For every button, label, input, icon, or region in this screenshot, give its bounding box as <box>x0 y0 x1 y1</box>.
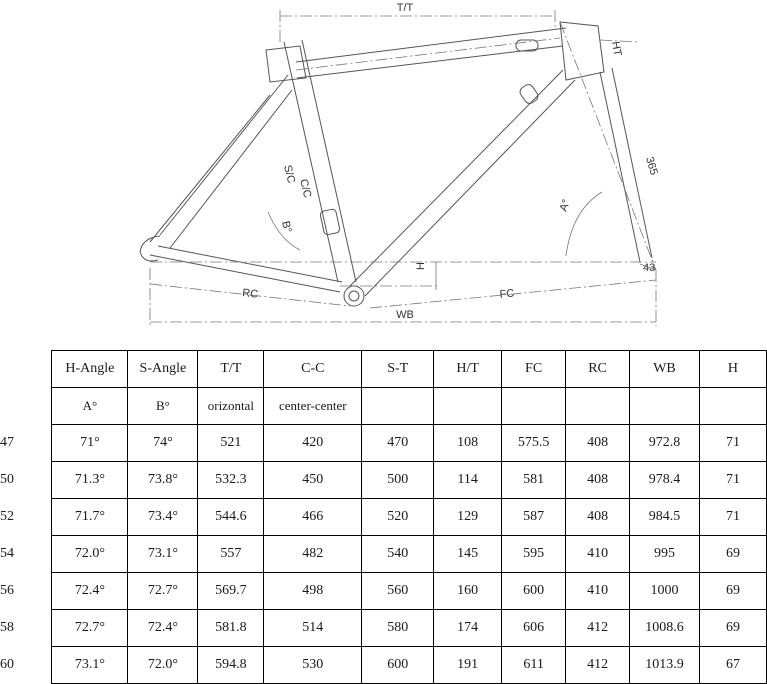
table-cell: 606 <box>502 610 566 647</box>
table-row <box>0 536 767 573</box>
table-cell: 594.8 <box>198 647 264 684</box>
label-head-length: 365 <box>643 155 660 177</box>
table-cell: 412 <box>566 610 630 647</box>
geometry-table <box>0 350 767 684</box>
table-cell: 72.7° <box>128 573 198 610</box>
table-cell: 69 <box>699 573 766 610</box>
column-subheader <box>502 388 566 425</box>
table-cell: 600 <box>502 573 566 610</box>
column-subheader <box>630 388 700 425</box>
label-bb-height: H <box>415 262 427 270</box>
column-subheader <box>566 388 630 425</box>
column-subheader: orizontal <box>198 388 264 425</box>
column-subheader <box>434 388 502 425</box>
column-subheader: B° <box>128 388 198 425</box>
table-cell: 1013.9 <box>630 647 700 684</box>
column-header: FC <box>502 351 566 388</box>
table-cell: 420 <box>264 425 362 462</box>
table-cell: 71.3° <box>52 462 128 499</box>
table-cell: 569.7 <box>198 573 264 610</box>
table-cell: 191 <box>434 647 502 684</box>
size-label: 54 <box>0 546 14 561</box>
size-label: 60 <box>0 657 14 672</box>
table-cell: 73.1° <box>128 536 198 573</box>
table-cell: 514 <box>264 610 362 647</box>
table-cell: 67 <box>699 647 766 684</box>
table-row <box>0 425 767 462</box>
table-cell: 450 <box>264 462 362 499</box>
label-head-angle: A° <box>557 197 573 214</box>
table-row <box>0 573 767 610</box>
table-cell: 129 <box>434 499 502 536</box>
column-header: S-T <box>362 351 434 388</box>
cable-port-down <box>518 83 540 106</box>
chain-stays <box>150 246 342 292</box>
table-cell: 71 <box>699 425 766 462</box>
size-subheader <box>0 388 52 425</box>
size-label: 50 <box>0 472 14 487</box>
table-cell: 581.8 <box>198 610 264 647</box>
table-cell: 1008.6 <box>630 610 700 647</box>
table-row <box>0 647 767 684</box>
column-header: RC <box>566 351 630 388</box>
table-cell: 73.1° <box>52 647 128 684</box>
table-cell: 72.0° <box>52 536 128 573</box>
label-wheelbase: WB <box>396 309 414 321</box>
label-head-tube: HT <box>609 40 624 57</box>
table-cell: 498 <box>264 573 362 610</box>
table-cell: 72.4° <box>52 573 128 610</box>
label-center-center: C/C <box>297 177 314 200</box>
table-cell: 412 <box>566 647 630 684</box>
column-header: H/T <box>434 351 502 388</box>
table-cell: 560 <box>362 573 434 610</box>
column-header: H-Angle <box>52 351 128 388</box>
table-cell: 74° <box>128 425 198 462</box>
column-header: C-C <box>264 351 362 388</box>
column-subheader: center-center <box>264 388 362 425</box>
table-cell: 520 <box>362 499 434 536</box>
table-cell: 408 <box>566 425 630 462</box>
size-header <box>0 351 52 388</box>
table-cell: 73.4° <box>128 499 198 536</box>
table-cell: 470 <box>362 425 434 462</box>
table-cell: 581 <box>502 462 566 499</box>
table-cell: 108 <box>434 425 502 462</box>
table-cell: 521 <box>198 425 264 462</box>
table-cell: 410 <box>566 573 630 610</box>
table-cell: 71° <box>52 425 128 462</box>
bottom-bracket <box>344 286 364 306</box>
table-cell: 408 <box>566 499 630 536</box>
column-header: WB <box>630 351 700 388</box>
size-label: 56 <box>0 583 14 598</box>
table-cell: 587 <box>502 499 566 536</box>
table-cell: 984.5 <box>630 499 700 536</box>
table-row <box>0 610 767 647</box>
table-cell: 482 <box>264 536 362 573</box>
table-cell: 532.3 <box>198 462 264 499</box>
table-cell: 160 <box>434 573 502 610</box>
label-front-center: FC <box>499 287 515 301</box>
rear-dropout <box>140 236 160 261</box>
column-subheader: A° <box>52 388 128 425</box>
label-seat-tube: S/C <box>281 163 298 185</box>
table-cell: 71.7° <box>52 499 128 536</box>
table-cell: 544.6 <box>198 499 264 536</box>
top-tube <box>296 28 566 78</box>
table-cell: 73.8° <box>128 462 198 499</box>
label-fork-offset: 43 <box>643 262 656 274</box>
seat-tube <box>284 40 356 282</box>
table-cell: 600 <box>362 647 434 684</box>
geometry-table-body <box>0 351 767 684</box>
table-cell: 978.4 <box>630 462 700 499</box>
table-cell: 71 <box>699 499 766 536</box>
table-cell: 500 <box>362 462 434 499</box>
table-cell: 466 <box>264 499 362 536</box>
table-cell: 174 <box>434 610 502 647</box>
table-cell: 595 <box>502 536 566 573</box>
seat-stays <box>150 75 292 248</box>
table-row <box>0 462 767 499</box>
table-cell: 69 <box>699 536 766 573</box>
column-header: H <box>699 351 766 388</box>
size-label: 58 <box>0 620 14 635</box>
table-cell: 145 <box>434 536 502 573</box>
table-row <box>0 499 767 536</box>
table-cell: 1000 <box>630 573 700 610</box>
table-cell: 540 <box>362 536 434 573</box>
header-row <box>0 351 767 388</box>
table-cell: 69 <box>699 610 766 647</box>
column-header: T/T <box>198 351 264 388</box>
table-cell: 410 <box>566 536 630 573</box>
size-label: 47 <box>0 435 14 450</box>
fork <box>600 68 652 262</box>
column-subheader <box>699 388 766 425</box>
table-cell: 580 <box>362 610 434 647</box>
table-cell: 611 <box>502 647 566 684</box>
table-cell: 114 <box>434 462 502 499</box>
label-rear-center: RC <box>241 287 259 301</box>
table-cell: 72.4° <box>128 610 198 647</box>
column-subheader <box>362 388 434 425</box>
table-cell: 575.5 <box>502 425 566 462</box>
table-cell: 557 <box>198 536 264 573</box>
size-label: 52 <box>0 509 14 524</box>
table-cell: 71 <box>699 462 766 499</box>
label-seat-angle: B° <box>279 219 294 235</box>
table-cell: 530 <box>264 647 362 684</box>
column-header: S-Angle <box>128 351 198 388</box>
head-tube <box>560 22 604 80</box>
table-cell: 408 <box>566 462 630 499</box>
table-cell: 995 <box>630 536 700 573</box>
label-top-tube: T/T <box>396 2 414 14</box>
table-cell: 72.7° <box>52 610 128 647</box>
table-cell: 72.0° <box>128 647 198 684</box>
units-row <box>0 388 767 425</box>
table-cell: 972.8 <box>630 425 700 462</box>
